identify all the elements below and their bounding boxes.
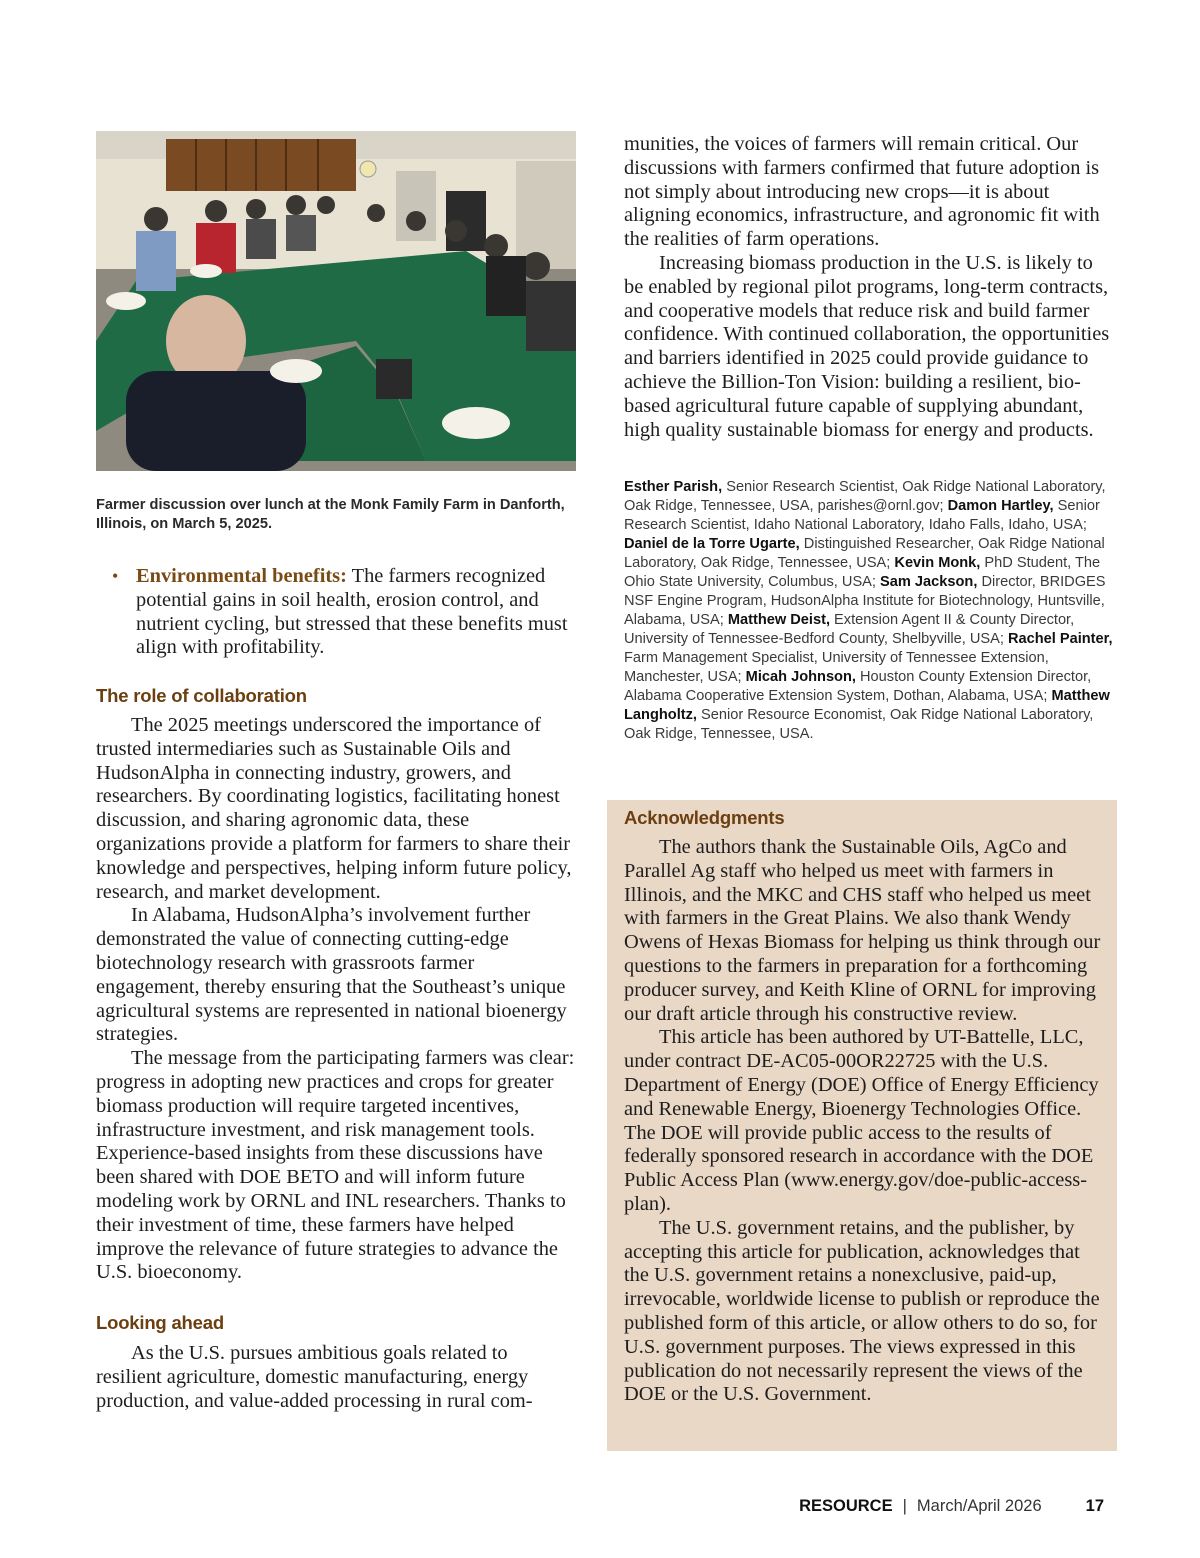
photo-illustration <box>96 131 576 471</box>
heading-acknowledgments: Acknowledgments <box>624 807 785 828</box>
author-name: Esther Parish, <box>624 479 723 495</box>
author-name: Rachel Painter, <box>1007 631 1113 647</box>
looking-ahead-paragraph: As the U.S. pursues ambitious goals related to resilient agriculture, domestic manufacturing, energy production, and value-added processing in rural com- <box>96 1342 533 1412</box>
author-detail: PhD Student, The Ohio State University, Columbus, USA; <box>624 555 1101 590</box>
author-detail: Senior Resource Economist, Oak Ridge National Laboratory, Oak Ridge, Tennessee, USA. <box>624 707 1094 742</box>
acknowledgments-body <box>624 836 1108 1407</box>
author-detail: Distinguished Researcher, Oak Ridge National Laboratory, Oak Ridge, Tennessee, USA; <box>624 536 1105 571</box>
bullet-lead: Environmental benefits: <box>136 565 347 587</box>
footer-separator: | <box>902 1497 907 1515</box>
author-name: Kevin Monk, <box>894 555 981 571</box>
heading-looking-ahead: Looking ahead <box>96 1312 224 1333</box>
author-detail: Senior Research Scientist, Oak Ridge National Laboratory, Oak Ridge, Tennessee, USA, parishes@ornl.gov; <box>624 479 1106 514</box>
looking-ahead-body <box>96 1342 576 1413</box>
page-number: 17 <box>1085 1497 1104 1515</box>
collaboration-paragraph: In Alabama, HudsonAlpha’s involvement further demonstrated the value of connecting cutting-edge biotechnology research with grassroots farmer engagement, thereby ensuring that the Southeast’s unique agricultural systems are represented in national bioenergy strategies. <box>96 904 567 1046</box>
collaboration-paragraph: The message from the participating farmers was clear: progress in adopting new practices and crops for greater biomass production will require targeted incentives, infrastructure investment, and risk management tools. Experience-based insights from these discussions have been shared with DOE BETO and will inform future modeling work by ORNL and INL researchers. Thanks to their investment of time, these farmers have helped improve the relevance of future strategies to advance the U.S. bioeconomy. <box>96 1047 575 1284</box>
collaboration-body <box>96 714 576 1285</box>
biomass-paragraph: Increasing biomass production in the U.S. is likely to be enabled by regional pilot programs, long-term contracts, and cooperative models that reduce risk and build farmer confidence. With continued collaboration, the opportunities and barriers identified in 2025 could provide guidance to achieve the Billion-Ton Vision: building a resilient, bio-based agricultural future capable of supplying abundant, high quality sustainable biomass for energy and products. <box>624 251 1110 441</box>
bullet-environmental-benefits <box>112 565 572 660</box>
author-affiliations <box>624 478 1116 744</box>
author-name: Damon Hartley, <box>947 498 1054 514</box>
bullet-dot-icon: • <box>112 566 119 586</box>
author-detail: Senior Research Scientist, Idaho National Laboratory, Idaho Falls, Idaho, USA; <box>624 498 1100 533</box>
bullet-text-block <box>136 565 572 660</box>
collaboration-paragraph: The 2025 meetings underscored the importance of trusted intermediaries such as Sustainable Oils and HudsonAlpha in connecting industry, growers, and researchers. By coordinating logistics, facilitating honest discussion, and sharing agronomic data, these organizations provide a platform for farmers to share their knowledge and perspectives, helping inform future policy, research, and market development. <box>96 714 572 903</box>
right-column-body <box>624 133 1116 442</box>
author-detail: Director, BRIDGES NSF Engine Program, HudsonAlpha Institute for Biotechnology, Huntsville, Alabama, USA; <box>624 574 1106 628</box>
author-detail: Houston County Extension Director, Alabama Cooperative Extension System, Dothan, Alabama, USA; <box>624 669 1092 704</box>
heading-role-of-collaboration: The role of collaboration <box>96 685 307 706</box>
author-detail: Extension Agent II & County Director, University of Tennessee-Bedford County, Shelbyville, USA; <box>624 612 1075 647</box>
author-name: Sam Jackson, <box>880 574 978 590</box>
page-footer <box>0 1497 1104 1516</box>
acknowledgments-paragraph: The U.S. government retains, and the publisher, by accepting this article for publication, acknowledges that the U.S. government retains a nonexclusive, paid-up, irrevocable, worldwide license to publish or reproduce the published form of this article, or allow others to do so, for U.S. government purposes. The views expressed in this publication do not necessarily represent the views of the DOE or the U.S. Government. <box>624 1216 1100 1406</box>
farmer-meeting-photo <box>96 131 576 471</box>
photo-caption: Farmer discussion over lunch at the Monk Family Farm in Danforth, Illinois, on March 5, 2025. <box>96 497 565 532</box>
author-name: Daniel de la Torre Ugarte, <box>624 536 800 552</box>
author-name: Micah Johnson, <box>745 669 856 685</box>
acknowledgments-paragraph: The authors thank the Sustainable Oils, AgCo and Parallel Ag staff who helped us meet with farmers in Illinois, and the MKC and CHS staff who helped us meet with farmers in the Great Plains. We also thank Wendy Owens of Hexas Biomass for helping us think through our questions to the farmers in preparation for a forthcoming producer survey, and Keith Kline of ORNL for improving our draft article through his constructive review. <box>624 836 1101 1025</box>
issue-date: March/April 2026 <box>916 1497 1042 1515</box>
author-name: Matthew Deist, <box>727 612 830 628</box>
magazine-name: RESOURCE <box>799 1497 893 1515</box>
acknowledgments-paragraph: This article has been authored by UT-Battelle, LLC, under contract DE-AC05-00OR22725 with the U.S. Department of Energy (DOE) Office of Energy Efficiency and Renewable Energy, Bioenergy Technologies Office. The DOE will provide public access to the results of federally sponsored research in accordance with the DOE Public Access Plan (www.energy.gov/doe-public-access-plan). <box>624 1026 1099 1215</box>
continuation-paragraph: munities, the voices of farmers will remain critical. Our discussions with farmers confirmed that future adoption is not simply about introducing new crops—it is about aligning economics, infrastructure, and agronomic fit with the realities of farm operations. <box>624 133 1100 251</box>
author-name: Matthew Langholtz, <box>624 688 1110 723</box>
bullet-body: The farmers recognized potential gains in soil health, erosion control, and nutrient cycling, but stressed that these benefits must align with profitability. <box>136 565 568 659</box>
author-detail: Farm Management Specialist, University of Tennessee Extension, Manchester, USA; <box>624 650 1049 685</box>
